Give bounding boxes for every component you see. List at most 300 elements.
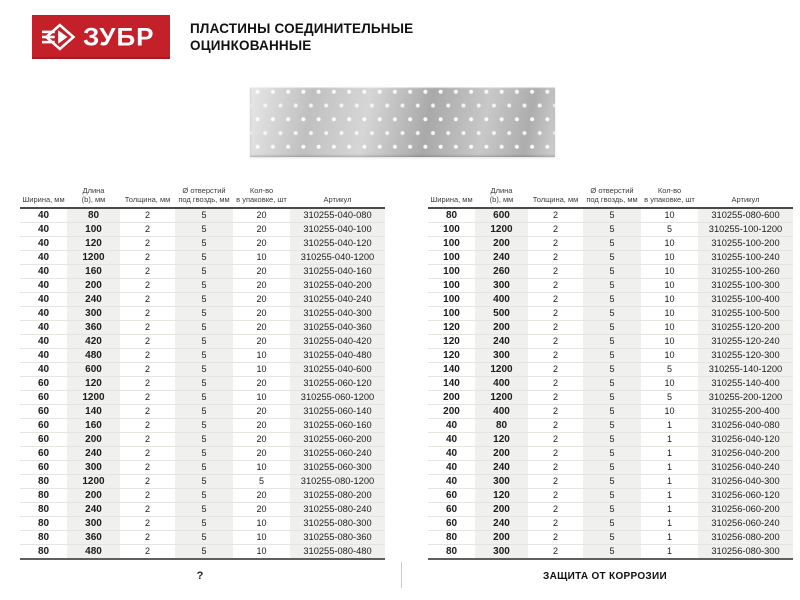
table-cell: 1200 [67,251,120,265]
zubr-arrow-icon [42,22,76,52]
table-cell: 80 [445,532,458,543]
table-cell: 10 [664,308,675,318]
table-cell: 2 [552,322,558,332]
table-row [428,363,793,377]
table-row [428,545,793,560]
table-cell: 60 [445,490,458,501]
table-cell: 1200 [475,391,528,405]
table-row [428,223,793,237]
table-row [428,293,793,307]
table-cell: 140 [67,405,120,419]
table-cell: 40 [37,266,50,277]
table-cell: 20 [256,210,267,220]
table-cell: 310255-040-120 [290,237,385,251]
table-row [428,208,793,223]
table-cell: 310255-060-300 [290,461,385,475]
table-cell: 360 [67,531,120,545]
table-cell: 200 [475,447,528,461]
table-row [428,321,793,335]
table-cell: 2 [552,406,558,416]
table-row [428,335,793,349]
table-row [20,545,385,560]
table-cell: 5 [583,517,641,531]
table-cell: 2 [552,238,558,248]
table-cell: 100 [443,266,460,277]
table-cell: 5 [583,363,641,377]
table-cell: 20 [256,378,267,388]
table-cell: 2 [144,350,150,360]
table-cell: 120 [67,377,120,391]
table-cell: 300 [67,307,120,321]
table-cell: 400 [475,377,528,391]
table-cell: 100 [443,238,460,249]
table-cell: 420 [67,335,120,349]
table-cell: 600 [67,363,120,377]
table-cell: 310255-140-1200 [698,363,793,377]
table-cell: 100 [443,308,460,319]
table-cell: 160 [67,265,120,279]
table-cell: 5 [583,475,641,489]
table-cell: 310255-040-080 [290,208,385,223]
table-cell: 2 [144,224,150,234]
table-row [428,251,793,265]
table-cell: 2 [552,462,558,472]
header-row [20,186,385,208]
table-cell: 2 [552,504,558,514]
table-cell: 2 [144,252,150,262]
table-row [20,335,385,349]
table-cell: 10 [256,462,267,472]
table-cell: 80 [37,490,50,501]
table-cell: 310256-040-120 [698,433,793,447]
column-header-thickness: Толщина, мм [124,195,171,204]
table-cell: 2 [144,476,150,486]
table-cell: 2 [552,490,558,500]
table-cell: 2 [552,476,558,486]
table-cell: 1 [666,434,672,444]
table-cell: 2 [552,392,558,402]
table-row [428,265,793,279]
table-cell: 500 [475,307,528,321]
table-cell: 1 [666,462,672,472]
table-cell: 2 [552,280,558,290]
table-cell: 5 [666,224,672,234]
table-row [20,461,385,475]
column-header-pack-qty: Кол-во в упаковке, шт [644,186,695,204]
table-cell: 5 [583,208,641,223]
table-row [20,293,385,307]
table-row [20,419,385,433]
table-cell: 120 [443,350,460,361]
table-cell: 5 [583,447,641,461]
table-cell: 60 [445,518,458,529]
table-cell: 310256-060-120 [698,489,793,503]
table-cell: 20 [256,266,267,276]
table-cell: 5 [583,279,641,293]
table-cell: 310256-040-240 [698,461,793,475]
table-cell: 5 [583,545,641,560]
table-row [428,279,793,293]
page-title-line1: ПЛАСТИНЫ СОЕДИНИТЕЛЬНЫЕ [190,21,414,36]
table-cell: 2 [552,448,558,458]
table-cell: 2 [144,392,150,402]
table-cell: 10 [664,378,675,388]
table-cell: 2 [144,518,150,528]
table-row [20,279,385,293]
table-cell: 10 [256,532,267,542]
table-row [428,503,793,517]
table-cell: 240 [475,517,528,531]
table-cell: 40 [37,364,50,375]
product-image-perforated-plate [250,87,555,157]
table-cell: 40 [445,448,458,459]
table-cell: 310255-040-240 [290,293,385,307]
footer-left-marker: ? [196,570,204,582]
table-cell: 80 [445,210,458,221]
table-cell: 2 [144,546,150,556]
table-cell: 5 [175,321,233,335]
table-cell: 80 [37,476,50,487]
table-row [428,447,793,461]
table-cell: 60 [37,462,50,473]
table-cell: 5 [175,208,233,223]
table-cell: 300 [475,279,528,293]
table-row [428,349,793,363]
table-cell: 5 [175,377,233,391]
page-title-line2: ОЦИНКОВАННЫЕ [190,38,312,53]
table-row [428,405,793,419]
table-cell: 5 [175,223,233,237]
table-row [20,447,385,461]
column-header-width: Ширина, мм [430,195,473,204]
table-row [20,265,385,279]
table-row [428,237,793,251]
table-cell: 40 [445,420,458,431]
table-cell: 310255-200-1200 [698,391,793,405]
table-row [20,363,385,377]
table-row [428,377,793,391]
table-cell: 1 [666,490,672,500]
table-cell: 5 [583,321,641,335]
table-cell: 5 [175,265,233,279]
table-cell: 310255-120-200 [698,321,793,335]
table-cell: 2 [144,364,150,374]
table-cell: 5 [175,251,233,265]
table-cell: 200 [475,503,528,517]
table-cell: 310255-080-240 [290,503,385,517]
table-row [20,475,385,489]
column-header-hole-diameter: Ø отверстий под гвоздь, мм [178,186,230,204]
table-row [20,237,385,251]
table-cell: 20 [256,280,267,290]
table-cell: 310255-080-1200 [290,475,385,489]
table-row [20,208,385,223]
table-cell: 310255-040-480 [290,349,385,363]
table-cell: 120 [443,322,460,333]
table-body-right [428,208,793,559]
table-cell: 310255-040-200 [290,279,385,293]
table-cell: 80 [37,504,50,515]
table-row [20,377,385,391]
table-cell: 600 [475,208,528,223]
table-cell: 5 [583,489,641,503]
table-row [20,223,385,237]
table-cell: 300 [67,517,120,531]
table-cell: 10 [664,294,675,304]
table-cell: 10 [664,210,675,220]
table-cell: 5 [175,391,233,405]
table-cell: 2 [552,252,558,262]
page-title [190,20,413,54]
table-cell: 310255-120-240 [698,335,793,349]
table-cell: 5 [258,476,264,486]
table-cell: 310256-080-300 [698,545,793,560]
table-cell: 5 [583,237,641,251]
table-cell: 310255-040-160 [290,265,385,279]
table-cell: 10 [664,336,675,346]
table-cell: 5 [175,419,233,433]
table-cell: 5 [583,461,641,475]
table-cell: 310255-100-1200 [698,223,793,237]
table-cell: 360 [67,321,120,335]
table-row [20,251,385,265]
table-cell: 240 [67,503,120,517]
table-cell: 20 [256,490,267,500]
table-cell: 310255-080-200 [290,489,385,503]
table-cell: 100 [443,294,460,305]
table-cell: 310255-060-1200 [290,391,385,405]
table-cell: 5 [175,335,233,349]
table-cell: 40 [37,336,50,347]
table-cell: 5 [175,475,233,489]
table-row [428,531,793,545]
table-cell: 100 [67,223,120,237]
table-header-right [428,186,793,208]
table-cell: 2 [552,336,558,346]
table-cell: 5 [583,377,641,391]
table-cell: 40 [37,294,50,305]
table-cell: 310255-100-200 [698,237,793,251]
table-cell: 60 [37,392,50,403]
table-cell: 5 [583,251,641,265]
table-row [428,475,793,489]
table-cell: 20 [256,294,267,304]
table-cell: 5 [583,223,641,237]
table-cell: 1200 [67,391,120,405]
table-cell: 200 [475,321,528,335]
table-cell: 310256-040-080 [698,419,793,433]
table-cell: 5 [175,489,233,503]
table-cell: 40 [37,308,50,319]
table-cell: 2 [144,532,150,542]
table-cell: 300 [67,461,120,475]
table-cell: 5 [583,419,641,433]
table-cell: 120 [475,489,528,503]
table-row [428,517,793,531]
table-cell: 310255-060-200 [290,433,385,447]
table-cell: 5 [175,503,233,517]
table-cell: 80 [475,419,528,433]
table-cell: 310255-120-300 [698,349,793,363]
table-cell: 60 [37,434,50,445]
table-cell: 310255-040-360 [290,321,385,335]
table-cell: 80 [445,546,458,557]
table-cell: 5 [175,279,233,293]
table-cell: 140 [443,364,460,375]
table-cell: 310255-080-480 [290,545,385,560]
table-cell: 1 [666,420,672,430]
table-cell: 240 [67,293,120,307]
table-cell: 300 [475,545,528,560]
table-cell: 20 [256,434,267,444]
table-cell: 310255-060-120 [290,377,385,391]
table-cell: 20 [256,448,267,458]
table-cell: 310255-100-260 [698,265,793,279]
table-row [428,461,793,475]
table-body-left [20,208,385,559]
table-cell: 5 [583,433,641,447]
table-cell: 300 [475,349,528,363]
table-cell: 2 [144,378,150,388]
table-cell: 310256-040-200 [698,447,793,461]
table-cell: 10 [664,322,675,332]
table-cell: 2 [144,266,150,276]
table-cell: 1 [666,504,672,514]
table-cell: 60 [37,378,50,389]
table-cell: 310255-040-600 [290,363,385,377]
table-cell: 310256-060-200 [698,503,793,517]
table-cell: 20 [256,238,267,248]
column-header-pack-qty: Кол-во в упаковке, шт [236,186,287,204]
table-cell: 5 [175,433,233,447]
table-cell: 1200 [67,475,120,489]
table-cell: 200 [443,392,460,403]
column-header-thickness: Толщина, мм [532,195,579,204]
table-cell: 10 [256,252,267,262]
table-cell: 2 [552,266,558,276]
table-cell: 2 [144,280,150,290]
table-cell: 310256-080-200 [698,531,793,545]
table-cell: 5 [175,349,233,363]
table-cell: 20 [256,406,267,416]
table-cell: 5 [175,307,233,321]
table-cell: 480 [67,545,120,560]
table-row [20,531,385,545]
table-cell: 2 [144,210,150,220]
spec-table-right [428,186,793,560]
table-cell: 40 [37,252,50,263]
table-row [20,405,385,419]
table-row [20,321,385,335]
table-cell: 100 [443,252,460,263]
table-cell: 2 [144,322,150,332]
table-cell: 40 [37,322,50,333]
table-cell: 5 [666,392,672,402]
table-row [20,433,385,447]
table-cell: 40 [37,210,50,221]
table-cell: 120 [67,237,120,251]
table-cell: 10 [664,252,675,262]
table-cell: 10 [256,364,267,374]
table-row [20,307,385,321]
table-cell: 20 [256,308,267,318]
table-cell: 310255-100-500 [698,307,793,321]
table-cell: 2 [552,224,558,234]
column-header-sku: Артикул [731,195,760,204]
table-cell: 2 [144,406,150,416]
table-cell: 40 [445,462,458,473]
table-cell: 5 [175,517,233,531]
table-cell: 2 [552,518,558,528]
table-cell: 5 [666,364,672,374]
table-cell: 5 [583,335,641,349]
table-cell: 5 [583,503,641,517]
table-cell: 60 [37,448,50,459]
table-cell: 310255-100-400 [698,293,793,307]
table-cell: 310255-060-240 [290,447,385,461]
table-cell: 5 [175,237,233,251]
table-cell: 60 [37,406,50,417]
table-cell: 2 [552,546,558,556]
table-cell: 5 [583,531,641,545]
table-cell: 310255-080-300 [290,517,385,531]
table-row [428,419,793,433]
table-cell: 2 [552,350,558,360]
table-cell: 5 [175,363,233,377]
table-row [20,517,385,531]
table-cell: 2 [144,462,150,472]
table-cell: 5 [583,307,641,321]
table-cell: 1 [666,518,672,528]
table-row [20,349,385,363]
table-cell: 80 [37,532,50,543]
table-cell: 310255-140-400 [698,377,793,391]
table-cell: 1200 [475,223,528,237]
table-cell: 5 [175,447,233,461]
table-cell: 400 [475,293,528,307]
table-cell: 1 [666,448,672,458]
table-cell: 100 [443,224,460,235]
table-cell: 2 [144,308,150,318]
table-cell: 80 [67,208,120,223]
footer-section-label: ЗАЩИТА ОТ КОРРОЗИИ [543,571,667,582]
table-cell: 2 [144,336,150,346]
table-cell: 20 [256,420,267,430]
table-cell: 2 [552,532,558,542]
table-cell: 5 [583,349,641,363]
table-cell: 40 [445,476,458,487]
table-cell: 5 [583,391,641,405]
table-header-left [20,186,385,208]
table-cell: 10 [256,546,267,556]
table-cell: 310255-060-160 [290,419,385,433]
table-cell: 310255-100-240 [698,251,793,265]
table-cell: 20 [256,504,267,514]
table-cell: 5 [583,405,641,419]
table-cell: 260 [475,265,528,279]
table-cell: 40 [37,238,50,249]
table-cell: 2 [552,294,558,304]
table-cell: 20 [256,336,267,346]
table-cell: 310255-080-360 [290,531,385,545]
table-cell: 5 [175,531,233,545]
table-row [428,307,793,321]
table-cell: 240 [67,447,120,461]
table-cell: 120 [443,336,460,347]
table-cell: 400 [475,405,528,419]
table-cell: 310255-100-300 [698,279,793,293]
table-cell: 2 [144,420,150,430]
